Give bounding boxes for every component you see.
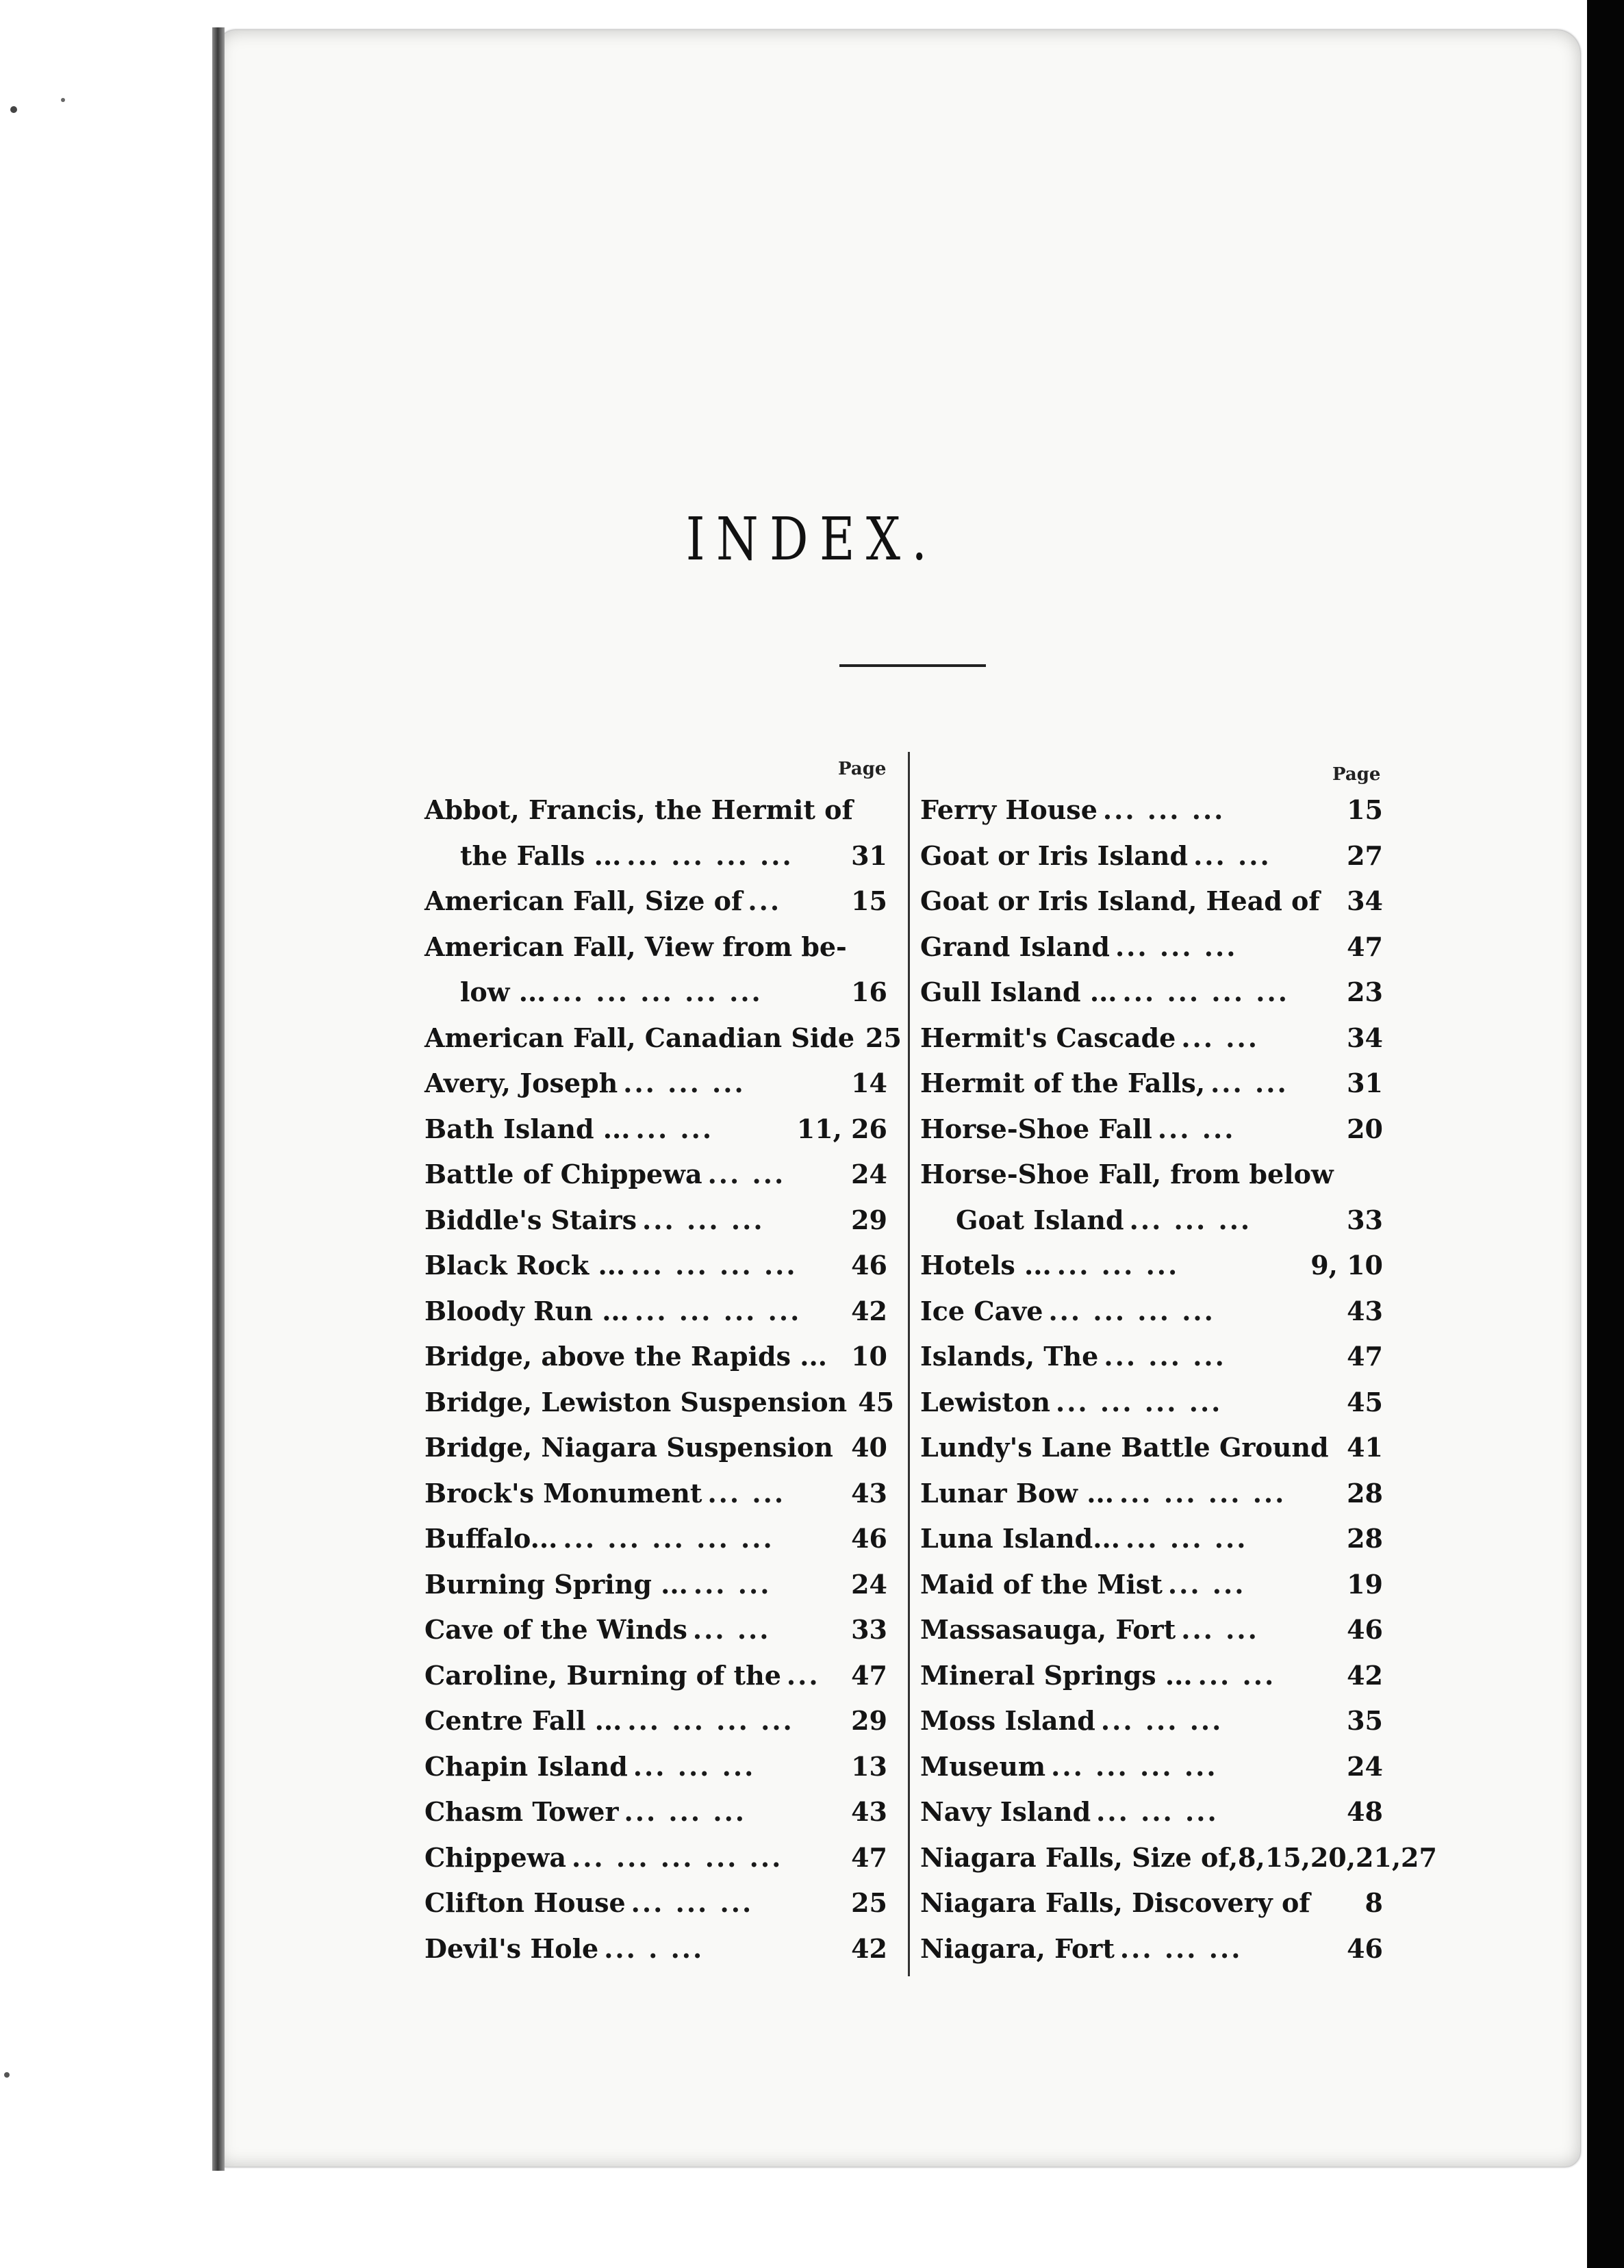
index-entry-leader-dots: ... ... ... xyxy=(631,1887,754,1918)
index-entry-leader-dots: ... ... ... ... xyxy=(1119,1477,1286,1509)
index-entry-page-number: 31 xyxy=(1347,1068,1383,1098)
index-entry-page-number: 47 xyxy=(1347,931,1383,962)
index-entry-page-number: 31 xyxy=(851,840,887,871)
index-entry-label: Biddle's Stairs xyxy=(424,1204,637,1235)
index-entry xyxy=(920,1107,1383,1152)
index-entry-label: Brock's Monument xyxy=(424,1477,702,1509)
index-entry-label: Hotels ... xyxy=(920,1250,1052,1281)
index-entry-page-number: 35 xyxy=(1347,1705,1383,1736)
index-entry xyxy=(920,1152,1383,1198)
index-entry xyxy=(920,1789,1383,1835)
index-entry-label: Museum xyxy=(920,1750,1046,1782)
index-entry-leader-dots: ... ... xyxy=(1181,1022,1259,1053)
index-entry xyxy=(424,1789,887,1835)
index-entry-page-number: 24 xyxy=(851,1568,887,1600)
index-entry-leader-dots: ... ... ... xyxy=(1125,1523,1248,1554)
index-entry xyxy=(920,1425,1383,1471)
column-divider xyxy=(908,752,910,1976)
index-entry-label: Bridge, Lewiston Suspension xyxy=(424,1386,848,1418)
index-entry-leader-dots: ... ... xyxy=(1157,1113,1236,1144)
index-entry-page-number: 25 xyxy=(851,1887,887,1918)
index-entry-leader-dots: ... ... xyxy=(1167,1568,1246,1600)
index-entry-label: Ferry House xyxy=(920,794,1098,825)
index-entry-label: Bridge, Niagara Suspension xyxy=(424,1432,833,1463)
index-entry-label: Goat or Iris Island xyxy=(920,840,1189,871)
index-entry xyxy=(424,924,887,970)
index-entry-label: low ... xyxy=(460,977,546,1007)
index-entry-page-number: 45 xyxy=(858,1386,895,1418)
index-entry-leader-dots: ... xyxy=(748,885,782,916)
page-binding-edge xyxy=(212,27,225,2171)
index-entry-label: Hermit of the Falls, xyxy=(920,1068,1206,1098)
index-entry-label: Lundy's Lane Battle Ground xyxy=(920,1432,1329,1463)
index-entry-label: Chasm Tower xyxy=(424,1796,619,1827)
index-entry xyxy=(424,1107,887,1152)
index-entry-leader-dots: ... ... ... xyxy=(1056,1250,1180,1281)
index-entry-label: Cave of the Winds xyxy=(424,1614,687,1645)
index-entry-label: Centre Fall ... xyxy=(424,1705,622,1736)
index-entry xyxy=(424,1744,887,1790)
index-entry-label: Horse-Shoe Fall xyxy=(920,1113,1152,1144)
index-entry-page-number: 42 xyxy=(851,1932,887,1964)
index-entry xyxy=(424,1380,895,1426)
index-entry-page-number: 42 xyxy=(1347,1659,1383,1691)
index-entry-page-number: 10 xyxy=(851,1341,887,1372)
index-entry-label: Bridge, above the Rapids ... xyxy=(424,1341,827,1372)
index-entry-label: Horse-Shoe Fall, from below xyxy=(920,1159,1334,1189)
index-entry-page-number: 46 xyxy=(851,1250,887,1281)
index-entry xyxy=(424,1562,887,1608)
index-entry-page-number: 27 xyxy=(1347,840,1383,871)
index-entry-leader-dots: ... ... ... xyxy=(1119,1932,1243,1964)
index-entry-page-number: 47 xyxy=(1347,1341,1383,1372)
index-entry-page-number: 11, 26 xyxy=(796,1113,887,1144)
index-entry xyxy=(920,924,1383,970)
index-entry-page-number: 8 xyxy=(1365,1887,1383,1918)
index-entry xyxy=(424,1198,887,1244)
index-entry-page-number: 20 xyxy=(1347,1113,1383,1144)
index-entry-page-number: 25 xyxy=(865,1022,902,1053)
index-column-right xyxy=(920,788,1437,1971)
index-entry xyxy=(920,833,1383,879)
index-entry-leader-dots: ... ... ... ... ... xyxy=(571,1841,783,1873)
index-entry-leader-dots: ... ... ... xyxy=(623,1068,746,1098)
index-entry-label: Buffalo... xyxy=(424,1523,558,1554)
index-entry-leader-dots: ... ... ... xyxy=(1104,1341,1226,1372)
index-entry-leader-dots: ... ... ... ... xyxy=(626,840,794,871)
index-entry xyxy=(424,1926,887,1972)
index-entry xyxy=(920,879,1383,924)
index-entry-page-number: 23 xyxy=(1347,977,1383,1007)
index-entry-page-number: 33 xyxy=(851,1614,887,1645)
index-entry xyxy=(424,788,887,833)
index-entry-label: the Falls ... xyxy=(460,840,622,871)
index-entry xyxy=(920,1880,1383,1926)
index-entry-label: Gull Island ... xyxy=(920,977,1117,1007)
index-entry-label: Niagara Falls, Discovery of xyxy=(920,1887,1310,1918)
index-entry-leader-dots: ... ... ... xyxy=(633,1750,756,1782)
index-entry-label: Islands, The xyxy=(920,1341,1099,1372)
index-entry-leader-dots: ... ... xyxy=(693,1568,772,1600)
index-entry-page-number: 43 xyxy=(851,1796,887,1827)
index-entry-label: Caroline, Burning of the xyxy=(424,1659,781,1691)
index-entry xyxy=(920,1243,1383,1289)
index-entry xyxy=(424,1516,887,1562)
index-entry-page-number: 15 xyxy=(851,885,887,916)
index-entry-leader-dots: ... ... xyxy=(692,1614,771,1645)
index-entry-leader-dots: ... ... ... ... xyxy=(627,1705,794,1736)
index-entry xyxy=(424,1243,887,1289)
index-entry-page-number: 14 xyxy=(851,1068,887,1098)
index-entry-page-number: 34 xyxy=(1347,885,1383,916)
index-entry-label: Grand Island xyxy=(920,931,1110,962)
index-entry-leader-dots: ... ... xyxy=(635,1113,714,1144)
index-entry-label: Burning Spring ... xyxy=(424,1568,688,1600)
index-entry-leader-dots: ... ... ... ... xyxy=(1048,1295,1215,1326)
index-entry xyxy=(424,1653,887,1699)
index-entry xyxy=(920,1061,1383,1107)
index-entry-leader-dots: ... ... ... xyxy=(642,1204,765,1235)
index-entry-page-number: 28 xyxy=(1347,1523,1383,1554)
index-entry-label: Abbot, Francis, the Hermit of xyxy=(424,794,853,825)
index-entry-page-number: 41 xyxy=(1347,1432,1383,1463)
index-entry xyxy=(920,970,1383,1016)
index-entry xyxy=(920,1607,1383,1653)
index-entry-leader-dots: ... ... xyxy=(1181,1614,1259,1645)
index-entry-leader-dots: ... ... ... xyxy=(1102,794,1226,825)
index-entry xyxy=(424,1698,887,1744)
index-entry xyxy=(920,1334,1383,1380)
index-entry-page-number: 46 xyxy=(1347,1932,1383,1964)
index-entry-label: Battle of Chippewa xyxy=(424,1159,702,1189)
index-entry-page-number: 13 xyxy=(851,1750,887,1782)
index-entry-leader-dots: ... ... ... xyxy=(1129,1204,1252,1235)
index-entry-label: Mineral Springs ... xyxy=(920,1659,1193,1691)
index-entry-label: American Fall, View from be- xyxy=(424,931,847,962)
index-entry-page-number: 40 xyxy=(851,1432,887,1463)
index-entry-leader-dots: ... ... ... xyxy=(1115,931,1238,962)
index-entry-label: Bath Island ... xyxy=(424,1113,631,1144)
index-entry-leader-dots: ... ... xyxy=(1210,1068,1289,1098)
index-entry-leader-dots: ... ... ... ... ... xyxy=(551,977,763,1007)
index-entry xyxy=(424,1425,887,1471)
index-entry xyxy=(920,1744,1383,1790)
index-entry-page-number: 47 xyxy=(851,1841,887,1873)
index-entry xyxy=(424,970,887,1016)
index-entry-label: Black Rock ... xyxy=(424,1250,626,1281)
index-entry-page-number: 9, 10 xyxy=(1310,1250,1383,1281)
index-entry xyxy=(920,1835,1437,1881)
index-entry xyxy=(920,1289,1383,1335)
page-title: INDEX. xyxy=(685,505,939,574)
index-entry-leader-dots: ... ... ... ... xyxy=(1051,1750,1218,1782)
index-entry-label: Ice Cave xyxy=(920,1295,1043,1326)
index-entry-label: Goat or Iris Island, Head of xyxy=(920,885,1320,916)
index-entry-leader-dots: ... ... xyxy=(1193,840,1271,871)
index-entry xyxy=(920,788,1383,833)
index-entry xyxy=(424,1152,887,1198)
index-entry-page-number: 34 xyxy=(1347,1022,1383,1053)
index-entry xyxy=(920,1926,1383,1972)
dark-right-margin xyxy=(1587,0,1624,2268)
index-entry-label: Goat Island xyxy=(956,1204,1124,1235)
index-entry-leader-dots: ... ... ... xyxy=(1096,1796,1219,1827)
index-entry-label: Luna Island... xyxy=(920,1523,1120,1554)
index-entry-label: Massasauga, Fort xyxy=(920,1614,1176,1645)
index-entry-leader-dots: ... ... ... xyxy=(624,1796,747,1827)
index-entry xyxy=(424,1061,887,1107)
index-entry-leader-dots: ... ... xyxy=(707,1477,786,1509)
index-entry-label: Niagara, Fort xyxy=(920,1932,1115,1964)
index-entry xyxy=(920,1516,1383,1562)
index-entry xyxy=(424,1880,887,1926)
title-rule xyxy=(839,664,986,667)
index-entry-leader-dots: ... ... xyxy=(707,1159,786,1189)
index-column-left xyxy=(424,788,902,1971)
index-entry xyxy=(920,1380,1383,1426)
index-entry-leader-dots: ... ... ... ... xyxy=(1122,977,1289,1007)
index-entry-label: Avery, Joseph xyxy=(424,1068,618,1098)
index-entry-label: American Fall, Size of xyxy=(424,885,743,916)
index-entry-leader-dots: ... ... ... ... xyxy=(634,1295,802,1326)
index-entry-page-number: 42 xyxy=(851,1295,887,1326)
index-entry-page-number: 46 xyxy=(851,1523,887,1554)
index-entry-page-number: 48 xyxy=(1347,1796,1383,1827)
index-entry-page-number: 29 xyxy=(851,1204,887,1235)
index-entry xyxy=(920,1653,1383,1699)
index-entry xyxy=(920,1198,1383,1244)
index-entry-label: Navy Island xyxy=(920,1796,1091,1827)
index-entry-page-number: 45 xyxy=(1347,1386,1383,1418)
index-entry-page-number: 43 xyxy=(851,1477,887,1509)
index-entry xyxy=(424,1835,887,1881)
index-entry xyxy=(424,879,887,924)
page-column-header-right: Page xyxy=(1332,764,1381,785)
index-entry-page-number: 15 xyxy=(1347,794,1383,825)
index-entry xyxy=(424,1471,887,1517)
index-entry-leader-dots: ... xyxy=(786,1659,820,1691)
index-entry-page-number: 46 xyxy=(1347,1614,1383,1645)
index-entry xyxy=(920,1562,1383,1608)
index-entry-page-number: 28 xyxy=(1347,1477,1383,1509)
index-entry-page-number: 29 xyxy=(851,1705,887,1736)
index-entry-page-number: 33 xyxy=(1347,1204,1383,1235)
index-entry xyxy=(424,1289,887,1335)
index-entry xyxy=(920,1698,1383,1744)
index-entry xyxy=(920,1016,1383,1061)
index-entry-label: American Fall, Canadian Side xyxy=(424,1022,855,1053)
index-entry xyxy=(424,1607,887,1653)
index-entry-leader-dots: ... ... ... ... xyxy=(1055,1386,1223,1418)
index-entry-page-number: 47 xyxy=(851,1659,887,1691)
index-entry xyxy=(424,1016,902,1061)
index-entry-label: Chippewa xyxy=(424,1841,566,1873)
index-entry-label: Bloody Run ... xyxy=(424,1295,629,1326)
index-entry-page-number: 43 xyxy=(1347,1295,1383,1326)
index-entry-page-number: 16 xyxy=(851,977,887,1007)
index-entry-label: Niagara Falls, Size of,8,15,20,21,27 xyxy=(920,1841,1437,1873)
index-entry-label: Maid of the Mist xyxy=(920,1568,1163,1600)
index-entry-label: Clifton House xyxy=(424,1887,626,1918)
index-entry-leader-dots: ... ... ... ... xyxy=(631,1250,798,1281)
index-entry-label: Lunar Bow ... xyxy=(920,1477,1114,1509)
index-entry-label: Chapin Island xyxy=(424,1750,628,1782)
index-entry-page-number: 19 xyxy=(1347,1568,1383,1600)
index-entry xyxy=(920,1471,1383,1517)
index-entry-page-number: 24 xyxy=(851,1159,887,1189)
index-entry-leader-dots: ... ... xyxy=(1197,1659,1276,1691)
index-entry xyxy=(424,833,887,879)
index-entry-leader-dots: ... ... ... xyxy=(1100,1705,1223,1736)
index-entry-label: Lewiston xyxy=(920,1386,1050,1418)
index-entry-leader-dots: ... ... ... ... ... xyxy=(563,1523,774,1554)
index-entry-leader-dots: ... . ... xyxy=(604,1932,705,1964)
index-entry xyxy=(424,1334,887,1380)
page-column-header-left: Page xyxy=(838,759,887,779)
index-entry-page-number: 24 xyxy=(1347,1750,1383,1782)
index-entry-label: Devil's Hole xyxy=(424,1932,599,1964)
index-entry-label: Hermit's Cascade xyxy=(920,1022,1176,1053)
index-entry-label: Moss Island xyxy=(920,1705,1095,1736)
